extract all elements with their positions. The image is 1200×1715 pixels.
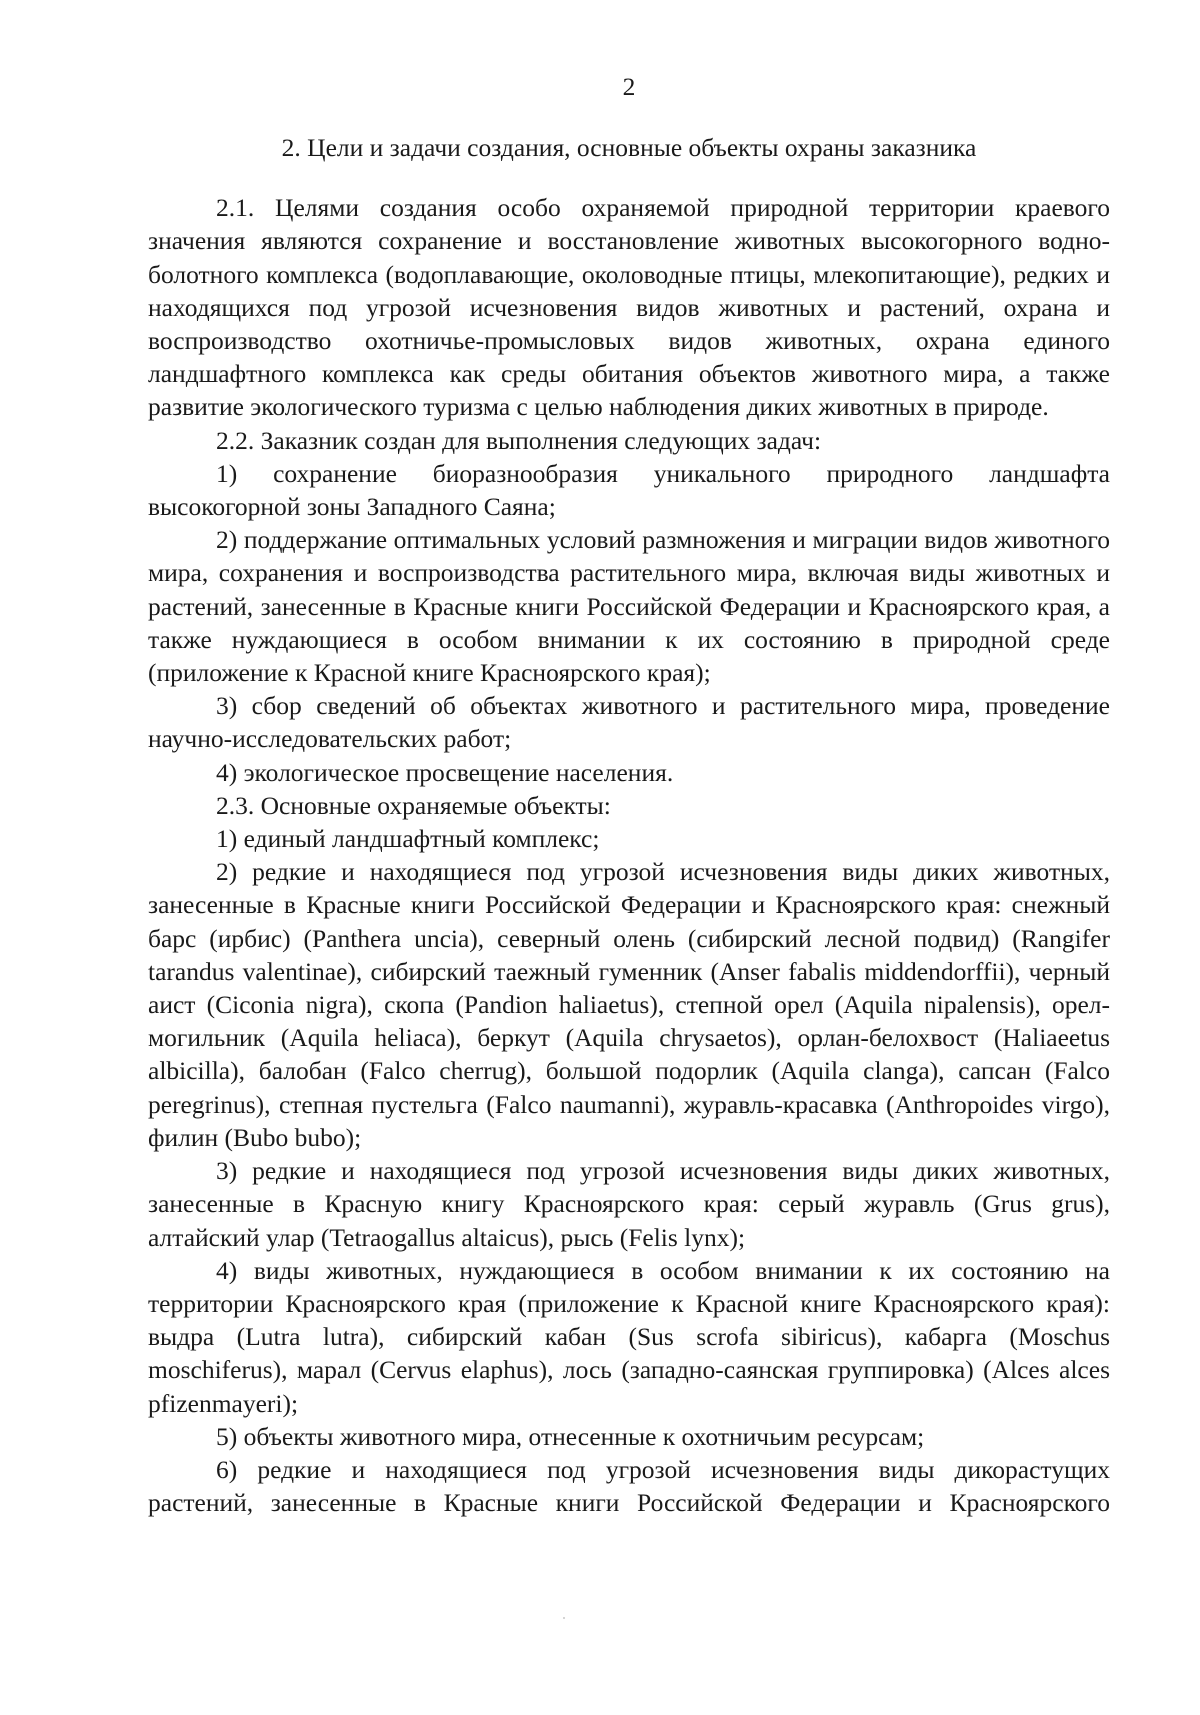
object-item-4: 4) виды животных, нуждающиеся в особом внимании к их состоянию на территории Красноярского края (приложение к Красной книге Красноярского края): выдра (Lutra lutra), сибирский кабан (Sus scrofa sibiricus), кабарга (Moschus moschiferus), марал (Cervus elaphus), лось (западно-саянская группировка) (Alces alces pfizenmayeri); [148,1255,1110,1418]
task-item-4: 4) экологическое просвещение населения. [216,757,674,787]
task-item-1: 1) сохранение биоразнообразия уникального природного ландшафта высокогорной зоны Западного Саяна; [148,458,1110,522]
object-item-6: 6) редкие и находящиеся под угрозой исчезновения виды дикорастущих растений, занесенные в Красные книги Российской Федерации и Красноярского [148,1454,1110,1518]
section-title: 2. Цели и задачи создания, основные объекты охраны заказника [281,133,977,162]
object-item-3: 3) редкие и находящиеся под угрозой исчезновения виды диких животных, занесенные в Красную книгу Красноярского края: серый журавль (Grus grus), алтайский улар (Tetraogallus altaicus), рысь (Felis lynx); [148,1156,1110,1252]
document-page [148,60,1110,1519]
scan-artifact [563,1617,565,1619]
paragraph-2-3: 2.3. Основные охраняемые объекты: [216,790,611,820]
task-item-3: 3) сбор сведений об объектах животного и растительного мира, проведение научно-исследовательских работ; [148,691,1110,754]
object-item-1: 1) единый ландшафтный комплекс; [216,824,600,854]
paragraph-2-2: 2.2. Заказник создан для выполнения следующих задач: [216,425,822,455]
task-item-2: 2) поддержание оптимальных условий размножения и миграции видов животного мира, сохранения и воспроизводства растительного мира, включая виды животных и растений, занесенные в Красные книги Российской Федерации и Красноярского края, а также нуждающиеся в особом внимании к их состоянию в природной среде (приложение к Красной книге Красноярского края); [148,525,1110,688]
object-item-5: 5) объекты животного мира, отнесенные к охотничьим ресурсам; [216,1421,925,1451]
paragraph-2-1: 2.1. Целями создания особо охраняемой природной территории краевого значения являются сохранение и восстановление животных высокогорного водно-болотного комплекса (водоплавающие, околоводные птицы, млекопитающие), редких и находящихся под угрозой исчезновения видов животных и растений, охрана и воспроизводство охотничье-промысловых видов животных, охрана единого ландшафтного комплекса как среды обитания объектов животного мира, а также развитие экологического туризма с целью наблюдения диких животных в природе. [148,193,1110,422]
page-number: 2 [622,72,636,101]
object-item-2: 2) редкие и находящиеся под угрозой исчезновения виды диких животных, занесенные в Красные книги Российской Федерации и Красноярского края: снежный барс (ирбис) (Panthera uncia), северный олень (сибирский лесной подвид) (Rangifer tarandus valentinae), сибирский таежный гуменник (Anser fabalis middendorffii), черный аист (Ciconia nigra), скопа (Pandion haliaetus), степной орел (Aquila nipalensis), орел-могильник (Aquila heliaca), беркут (Aquila chrysaetos), орлан-белохвост (Haliaeetus albicilla), балобан (Falco cherrug), большой подорлик (Aquila clanga), сапсан (Falco peregrinus), степная пустельга (Falco naumanni), журавль-красавка (Anthropoides virgo), филин (Bubo bubo); [148,857,1110,1152]
